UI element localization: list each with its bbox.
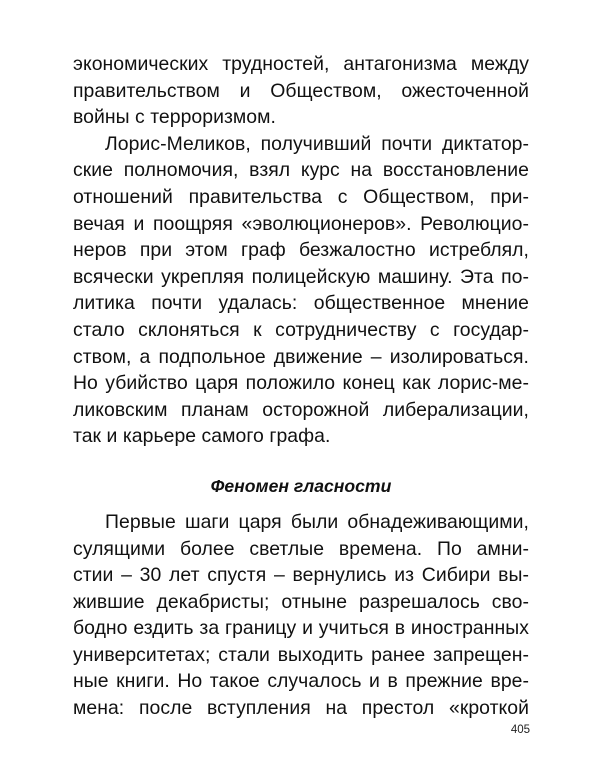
text-line: экономических трудностей, антагонизма между <box>73 53 529 75</box>
paragraph-glasnost <box>73 509 529 722</box>
text-line: сулящими более светлые времена. По амни- <box>73 537 529 560</box>
text-line: литика почти удалась: общественное мнение <box>73 292 529 315</box>
text-line: вечая и поощряя «эволюционеров». Революцио- <box>73 212 529 235</box>
text-line: ликовским планам осторожной либерализации, <box>73 398 529 421</box>
text-line: войны с терроризмом. <box>73 106 276 129</box>
text-line: правительством и Обществом, ожесточенной <box>73 79 529 102</box>
text-line: стии – 30 лет спустя – вернулись из Сибири вы- <box>73 564 529 587</box>
text-line: стало склоняться к сотрудничеству с государ- <box>73 318 529 341</box>
text-line: неров при этом граф безжалостно истреблял, <box>73 239 529 262</box>
paragraph-loris-melikov <box>73 131 529 450</box>
text-line: ством, а подпольное движение – изолироваться. <box>73 345 529 368</box>
section-heading: Феномен гласности <box>210 475 392 496</box>
paragraph-continued <box>73 51 529 131</box>
text-line: мена: после вступления на престол «кроткой <box>73 697 529 720</box>
book-page <box>73 51 529 722</box>
text-line: университетах; стали выходить ранее запрещен- <box>73 643 529 666</box>
text-line: бодно ездить за границу и учиться в иностранных <box>73 617 529 640</box>
text-line: всячески укрепляя полицейскую машину. Эта по- <box>73 265 529 288</box>
page-number: 405 <box>510 724 530 736</box>
text-line: Лорис-Меликов, получивший почти диктатор- <box>105 132 529 155</box>
text-line: Первые шаги царя были обнадеживающими, <box>105 510 529 533</box>
text-line: так и карьере самого графа. <box>73 425 331 448</box>
text-line: Но убийство царя положило конец как лорис-ме- <box>73 372 529 395</box>
text-line: отношений правительства с Обществом, при- <box>73 185 529 208</box>
text-line: ские полномочия, взял курс на восстановление <box>73 159 529 182</box>
text-line: ные книги. Но такое случалось и в прежние вре- <box>73 670 529 693</box>
text-line: жившие декабристы; отныне разрешалось сво- <box>73 590 529 613</box>
